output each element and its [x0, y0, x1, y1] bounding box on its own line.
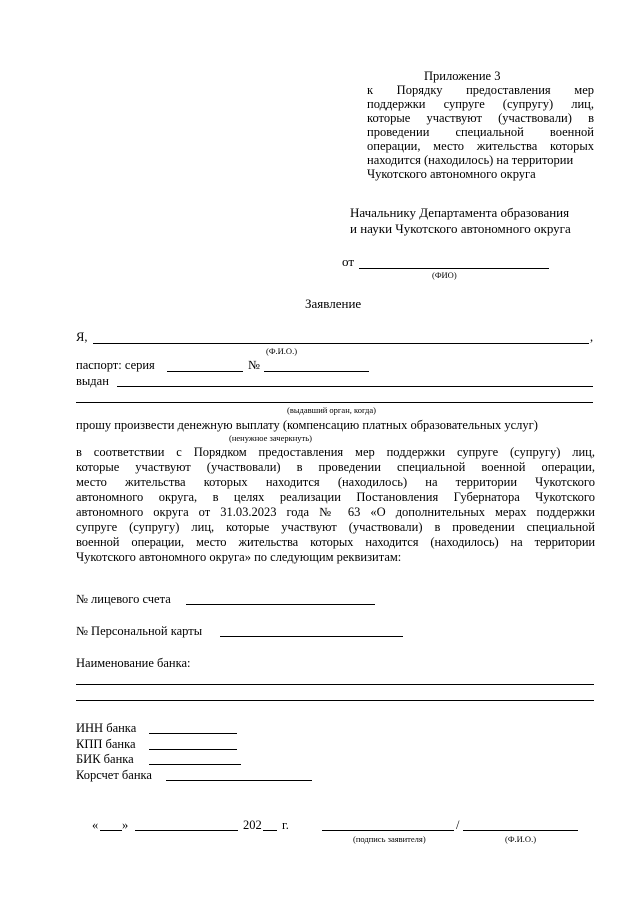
appendix-line: которые участвуют (участвовали) в	[367, 111, 594, 125]
date-quote-close: »	[122, 818, 129, 832]
from-fio-field[interactable]	[359, 268, 549, 269]
bik-field[interactable]	[149, 764, 241, 765]
appendix-line: к Порядку предоставления мер	[367, 83, 594, 97]
issuer-caption: (выдавший орган, когда)	[287, 405, 376, 415]
body-line: Чукотского автономного округа» по следующим реквизитам:	[76, 550, 402, 564]
bank-name-field-2[interactable]	[76, 700, 594, 701]
from-fio-caption: (ФИО)	[432, 270, 457, 280]
date-year-field[interactable]	[263, 830, 277, 831]
date-month-field[interactable]	[135, 830, 238, 831]
appendix-line: Чукотского автономного округа	[367, 167, 536, 181]
card-label: № Персональной карты	[76, 624, 203, 638]
from-label: от	[342, 254, 355, 269]
body-line: автономного округа, в целях реализации Постановления Губернатора Чукотского	[76, 490, 595, 504]
body-line: которые участвуют (участвовали) в проведении специальной военной операции,	[76, 460, 595, 474]
corr-label: Корсчет банка	[76, 768, 152, 782]
corr-field[interactable]	[166, 780, 312, 781]
addressee-line-2: и науки Чукотского автономного округа	[350, 221, 571, 236]
inn-field[interactable]	[149, 733, 237, 734]
date-year-prefix: 202	[243, 818, 262, 832]
passport-series-field[interactable]	[167, 371, 243, 372]
signature-slash: /	[456, 818, 460, 832]
appendix-text	[367, 83, 594, 181]
appendix-line: операции, место жительства которых	[367, 139, 594, 153]
applicant-fio-caption: (Ф.И.О.)	[266, 346, 298, 356]
comma: ,	[590, 330, 594, 344]
request-line: прошу произвести денежную выплату (компенсацию платных образовательных услуг)	[76, 418, 538, 432]
appendix-title: Приложение 3	[424, 69, 501, 83]
document-title: Заявление	[305, 296, 362, 311]
body-line: супруге (супругу) лиц, которые участвуют (участвовали) в проведении специальной	[76, 520, 595, 534]
date-day-field[interactable]	[100, 830, 122, 831]
appendix-line: находится (находилось) на территории	[367, 153, 574, 167]
signature-fio-caption: (Ф.И.О.)	[505, 834, 537, 844]
account-label: № лицевого счета	[76, 592, 171, 606]
body-line: в соответствии с Порядком предоставления мер поддержки супруге (супругу) лиц,	[76, 445, 595, 459]
bik-label: БИК банка	[76, 752, 134, 766]
kpp-label: КПП банка	[76, 737, 136, 751]
body-line: автономного округа от 31.03.2023 года № 63 «О дополнительных мерах поддержки	[76, 505, 595, 519]
kpp-field[interactable]	[149, 749, 237, 750]
passport-series-label: паспорт: серия	[76, 358, 155, 372]
issued-label: выдан	[76, 374, 109, 388]
body-line: военной операции, место жительства которых находится (находилось) на территории	[76, 535, 595, 549]
request-caption: (ненужное зачеркнуть)	[229, 433, 312, 443]
addressee-line-1: Начальнику Департамента образования	[350, 205, 570, 220]
bank-name-label: Наименование банка:	[76, 656, 191, 670]
signature-field[interactable]	[322, 830, 454, 831]
date-quote-open: «	[92, 818, 99, 832]
bank-name-field[interactable]	[76, 684, 594, 685]
passport-number-label: №	[248, 358, 260, 372]
signature-caption: (подпись заявителя)	[353, 834, 426, 844]
appendix-line: проведении специальной военной	[367, 125, 594, 139]
body-paragraph	[76, 445, 595, 565]
account-field[interactable]	[186, 604, 375, 605]
issued-field[interactable]	[117, 386, 593, 387]
passport-number-field[interactable]	[264, 371, 369, 372]
inn-label: ИНН банка	[76, 721, 137, 735]
applicant-fio-field[interactable]	[93, 343, 589, 344]
issued-field-2[interactable]	[76, 402, 593, 403]
date-year-suffix: г.	[282, 818, 289, 832]
signature-fio-field[interactable]	[463, 830, 578, 831]
appendix-line: поддержки супруге (супругу) лиц,	[367, 97, 594, 111]
ya-label: Я,	[76, 330, 88, 344]
body-line: место жительства которых находится (находилось) на территории Чукотского	[76, 475, 595, 489]
card-field[interactable]	[220, 636, 403, 637]
